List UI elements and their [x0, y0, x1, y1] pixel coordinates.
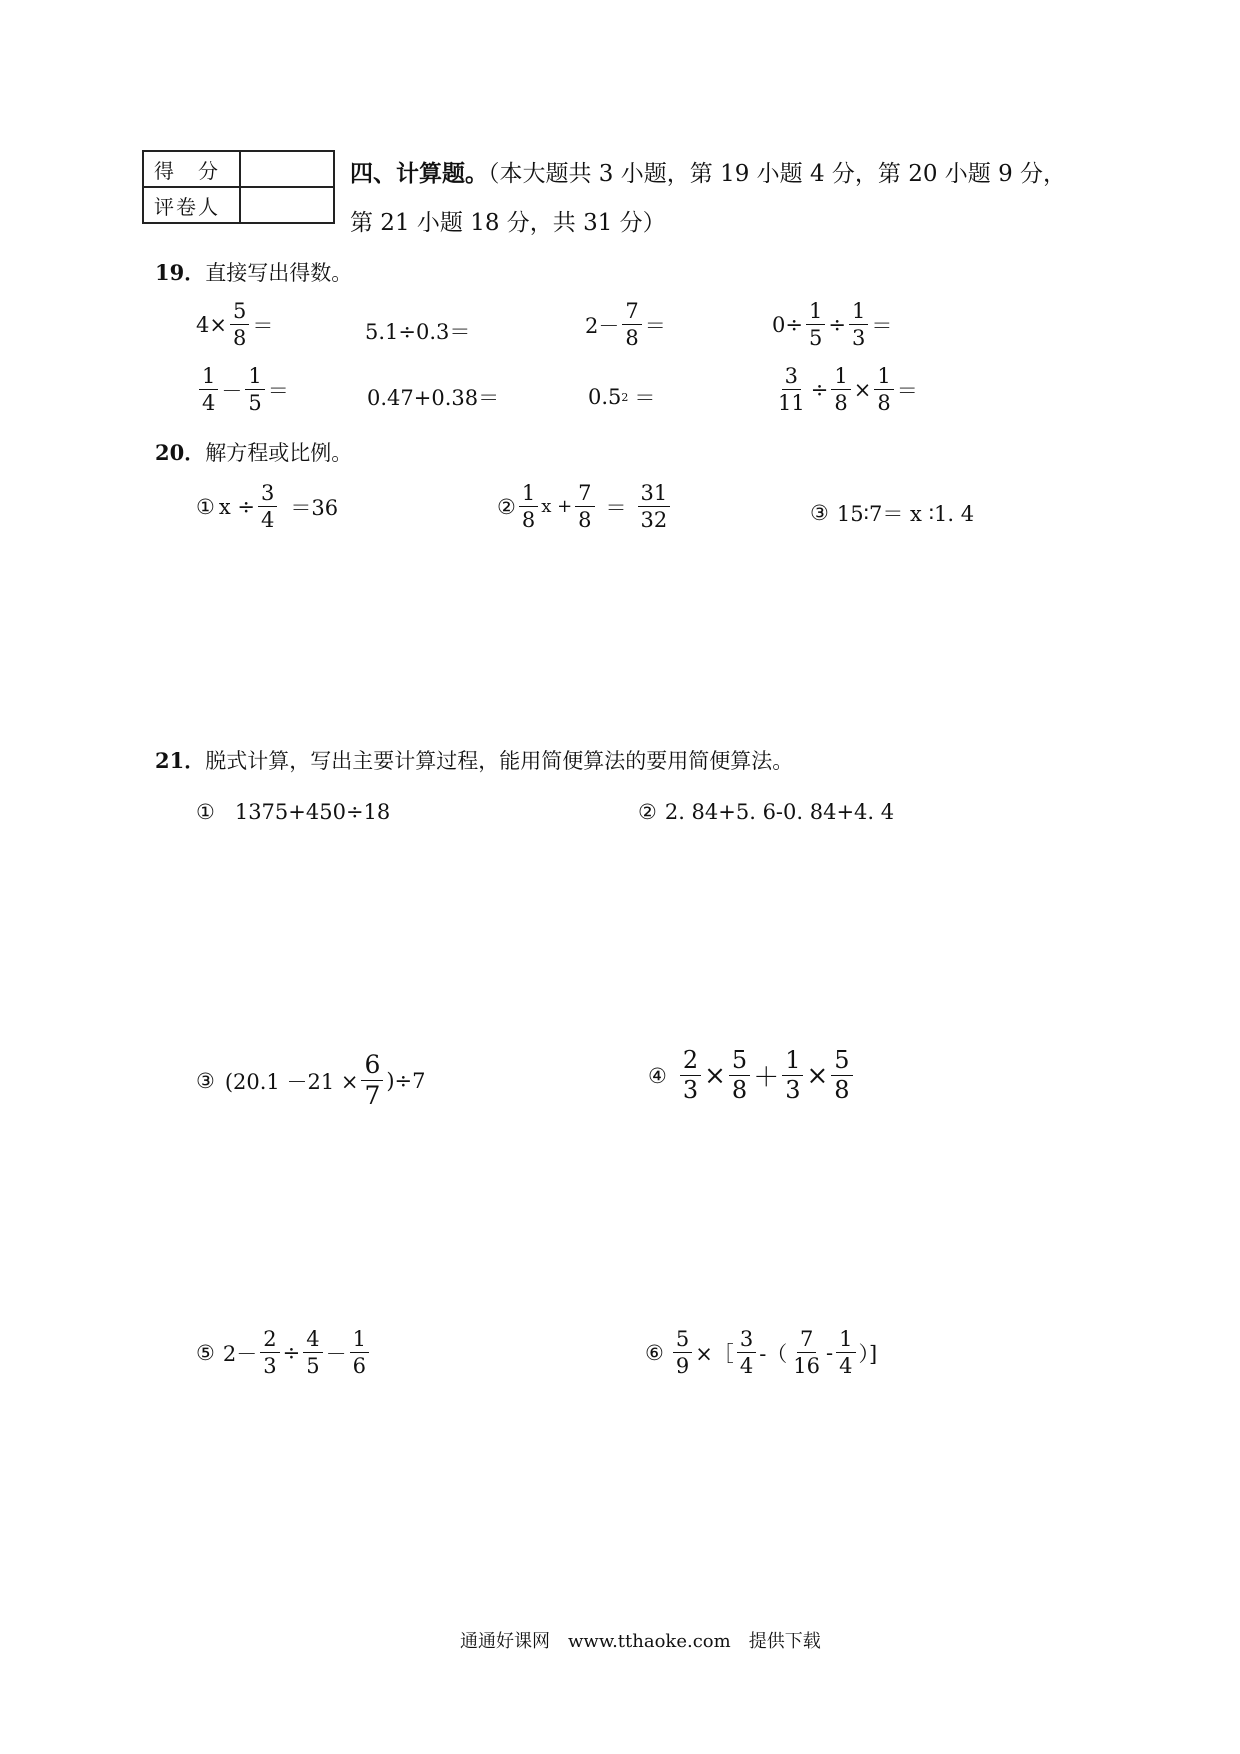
- score-label: 得 分: [143, 151, 240, 187]
- operator: ÷: [828, 312, 846, 337]
- expr-text: ＝: [605, 495, 627, 520]
- operator: -（: [759, 1341, 788, 1366]
- section-desc-line2: 第 21 小题 18 分，共 31 分）: [350, 210, 666, 236]
- q19-item-g: [588, 382, 655, 412]
- q19-heading: [155, 262, 352, 284]
- fraction: $\frac{1}{6}$: [350, 1328, 369, 1377]
- footer-text: 通通好课网 www.tthaoke.com 提供下载: [460, 1631, 821, 1652]
- fraction: $\frac{1}{8}$: [831, 365, 850, 414]
- fraction: $\frac{5}{9}$: [673, 1328, 692, 1377]
- expr-text: 0÷: [772, 312, 803, 337]
- fraction: $\frac{1}{5}$: [245, 365, 264, 414]
- q21-item-b: [638, 800, 894, 824]
- fraction: $\frac{5}{8}$: [831, 1048, 852, 1103]
- q20-item-c: [810, 498, 974, 528]
- expr-text: ＝: [267, 378, 289, 403]
- q21-heading: [155, 750, 793, 772]
- q19-number: 19．: [155, 260, 206, 285]
- q19-item-c: [585, 300, 666, 349]
- expr-text: 0.5: [588, 385, 622, 409]
- q19-item-f: 0.47+0.38＝: [367, 386, 500, 410]
- q19-item-a: [196, 300, 273, 349]
- item-marker: ③: [810, 501, 829, 525]
- operator: ×［: [695, 1341, 734, 1366]
- operator: -: [826, 1340, 834, 1365]
- fraction: $\frac{2}{3}$: [260, 1328, 279, 1377]
- q21-item-f: [645, 1328, 877, 1377]
- fraction: $\frac{31}{32}$: [638, 482, 671, 531]
- fraction: $\frac{7}{8}$: [622, 300, 641, 349]
- fraction: $\frac{5}{8}$: [729, 1048, 750, 1103]
- fraction: $\frac{1}{4}$: [199, 365, 218, 414]
- expr-text: 1375+450÷18: [234, 800, 391, 824]
- item-marker: ⑤: [196, 1340, 215, 1365]
- item-marker: ②: [497, 494, 516, 519]
- fraction: $\frac{2}{3}$: [680, 1048, 701, 1103]
- expr-text: ＝36: [290, 495, 339, 520]
- q20-number: 20．: [155, 440, 206, 465]
- fraction: $\frac{5}{8}$: [230, 300, 249, 349]
- operator: ÷: [810, 377, 829, 402]
- exponent: 2: [621, 390, 629, 404]
- expr-text: ＝: [252, 313, 274, 338]
- score-field[interactable]: [240, 151, 334, 187]
- expr-text: 4×: [196, 312, 227, 337]
- operator: ÷: [282, 1340, 301, 1365]
- fraction: $\frac{7}{16}$: [793, 1327, 821, 1379]
- expr-text: x ÷: [218, 494, 255, 519]
- q19-item-e: [196, 365, 289, 414]
- q21-item-e: [196, 1328, 372, 1377]
- fraction: $\frac{7}{8}$: [575, 482, 594, 531]
- operator: －: [221, 378, 243, 403]
- q21-text: 脱式计算，写出主要计算过程，能用简便算法的要用简便算法。: [205, 749, 794, 773]
- expr-text: 2－: [585, 313, 620, 338]
- expr-text: ＝: [644, 313, 666, 338]
- section-desc-line1: （本大题共 3 小题，第 19 小题 4 分，第 20 小题 9 分，: [488, 161, 1067, 187]
- item-marker: ⑥: [645, 1340, 664, 1365]
- fraction: $\frac{3}{4}$: [737, 1328, 756, 1377]
- expr-text: 2－: [222, 1341, 258, 1366]
- item-marker: ①: [196, 494, 215, 519]
- operator: ×: [806, 1060, 829, 1091]
- q21-item-a: [196, 800, 390, 824]
- expr-text: 2. 84+5. 6-0. 84+4. 4: [664, 800, 895, 824]
- item-marker: ③: [196, 1068, 215, 1093]
- fraction: $\frac{1}{5}$: [806, 300, 825, 349]
- expr-text: ＝: [896, 378, 918, 403]
- q20-item-b: [497, 482, 673, 531]
- expr-text: (20.1 －21 ×: [224, 1069, 359, 1094]
- fraction: $\frac{4}{5}$: [303, 1328, 322, 1377]
- operator: －: [325, 1341, 347, 1366]
- grader-label: 评卷人: [143, 187, 240, 223]
- operator: ＋: [753, 1063, 780, 1094]
- expr-text: ＝: [871, 313, 893, 338]
- q20-text: 解方程或比例。: [205, 441, 353, 465]
- q21-item-d: [648, 1048, 856, 1103]
- fraction: $\frac{3}{4}$: [258, 482, 277, 531]
- score-table: [142, 150, 335, 224]
- fraction: $\frac{1}{8}$: [874, 365, 893, 414]
- fraction: $\frac{6}{7}$: [361, 1052, 383, 1110]
- item-marker: ①: [196, 800, 215, 824]
- expr-text: ＝: [634, 386, 656, 410]
- expr-text: 15∶7＝ x ∶1. 4: [836, 502, 975, 526]
- q20-item-a: [196, 482, 338, 531]
- q21-item-c: [196, 1052, 426, 1110]
- q19-item-d: [772, 300, 892, 349]
- fraction: $\frac{1}{3}$: [849, 300, 868, 349]
- expr-text: x +: [541, 496, 573, 518]
- q19-item-h: [772, 365, 918, 414]
- q21-number: 21．: [155, 748, 206, 773]
- fraction: $\frac{1}{3}$: [782, 1048, 803, 1103]
- expr-text: ）]: [858, 1341, 878, 1366]
- section-heading: [350, 162, 1066, 186]
- q19-text: 直接写出得数。: [205, 261, 353, 285]
- section-title: 四、计算题。: [350, 160, 488, 187]
- fraction: $\frac{3}{11}$: [778, 364, 805, 416]
- grader-field[interactable]: [240, 187, 334, 223]
- expr-text: )÷7: [386, 1068, 426, 1093]
- fraction: $\frac{1}{4}$: [836, 1328, 855, 1377]
- fraction: $\frac{1}{8}$: [519, 482, 538, 531]
- q20-heading: [155, 442, 352, 464]
- item-marker: ②: [638, 800, 657, 824]
- item-marker: ④: [648, 1063, 667, 1088]
- operator: ×: [853, 377, 872, 402]
- operator: ×: [704, 1060, 726, 1091]
- q19-item-b: 5.1÷0.3＝: [365, 320, 471, 344]
